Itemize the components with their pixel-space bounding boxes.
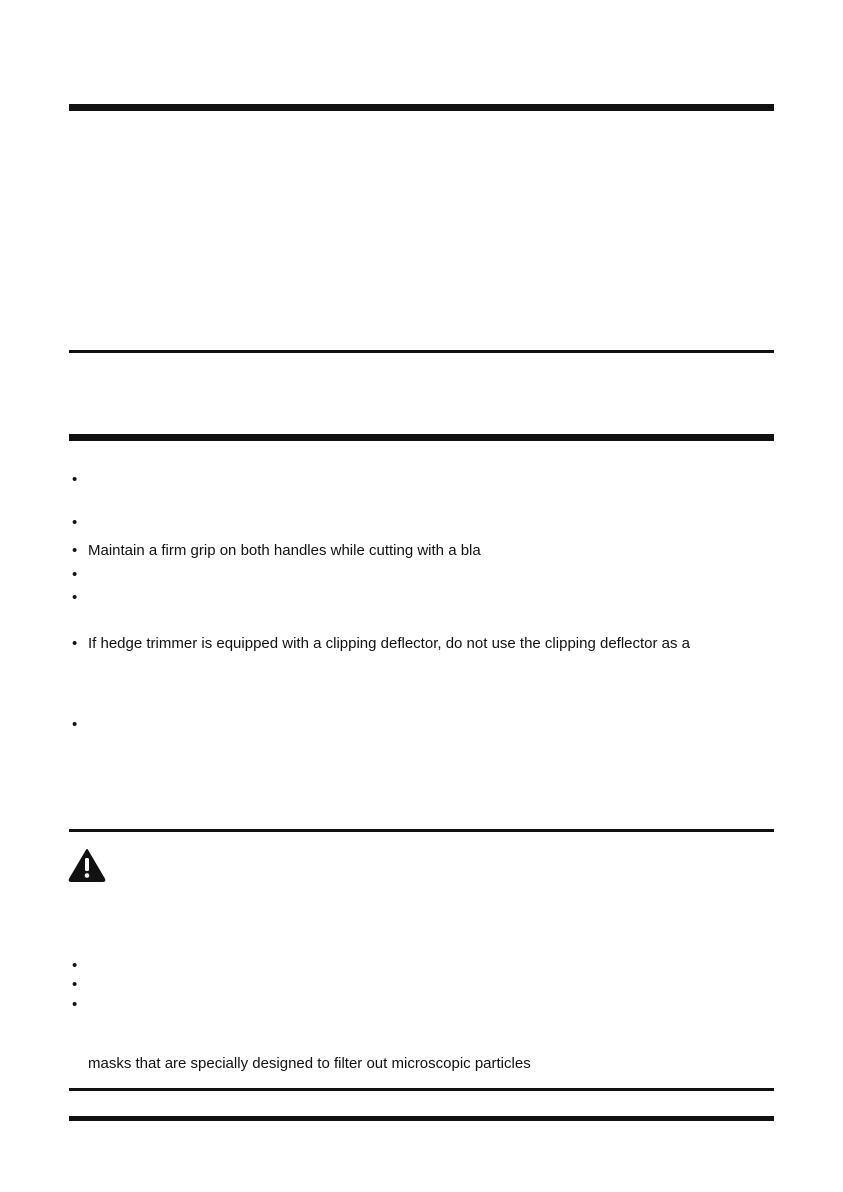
warning-section-rule [69, 829, 774, 832]
bullet-marker: • [72, 589, 78, 606]
section-divider-rule [69, 350, 774, 353]
warning-triangle-icon [68, 848, 106, 882]
section-b-rule [69, 434, 774, 441]
bottom-thick-rule [69, 1116, 774, 1121]
bullet-marker: • [72, 566, 78, 583]
bullet-marker: • [72, 542, 78, 559]
bullet-marker: • [72, 514, 78, 531]
bullet-marker: • [72, 471, 78, 488]
bottom-thin-rule [69, 1088, 774, 1091]
bullet-marker: • [72, 976, 78, 993]
bullet-marker: • [72, 957, 78, 974]
bullet-marker: • [72, 996, 78, 1013]
bullet-text: If hedge trimmer is equipped with a clipping deflector, do not use the clipping deflector as a [88, 635, 691, 652]
warning-continuation-text: masks that are specially designed to filter out microscopic particles [88, 1055, 531, 1072]
section-top-rule [69, 104, 774, 111]
bullet-text: Maintain a firm grip on both handles while cutting with a bla [88, 542, 481, 559]
bullet-marker: • [72, 635, 78, 652]
bullet-marker: • [72, 716, 78, 733]
